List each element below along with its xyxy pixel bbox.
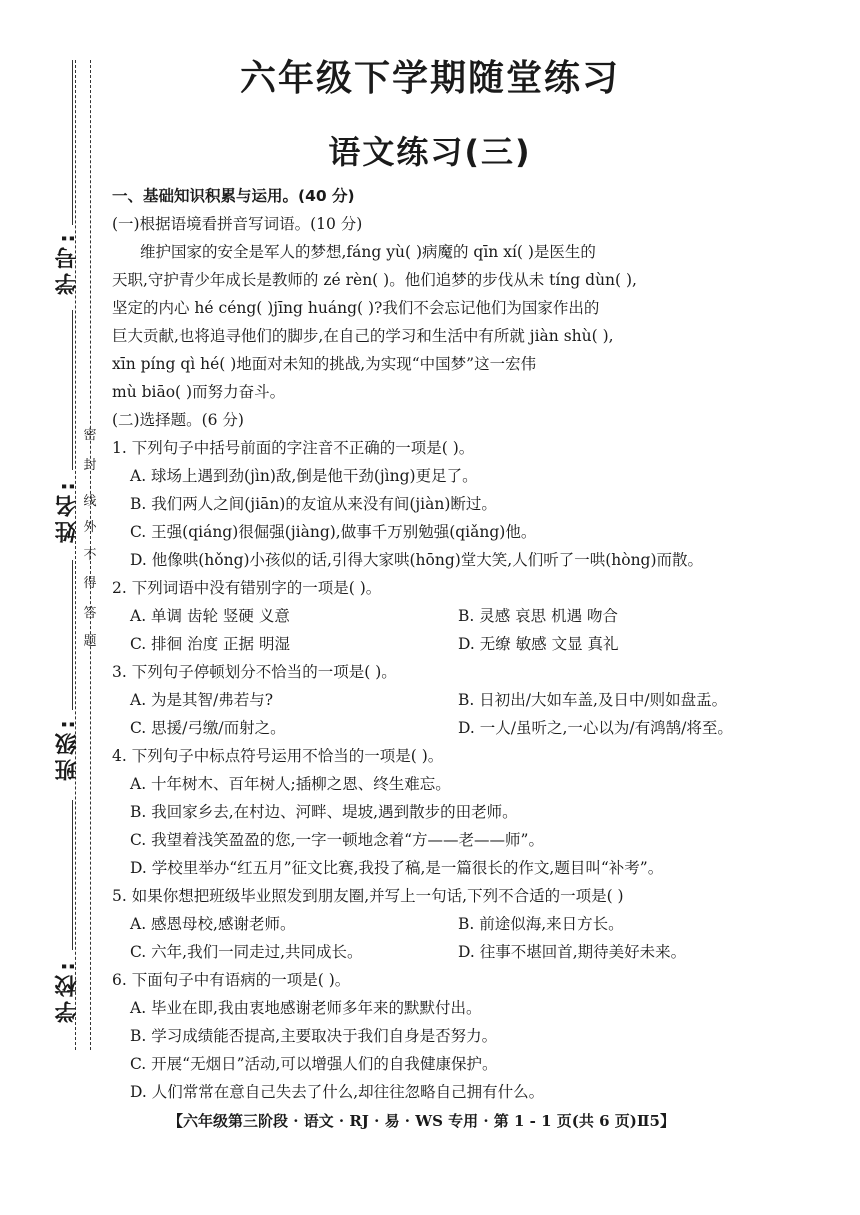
pinyin-text-line: 坚定的内心 hé céng( )jīng huáng( )?我们不会忘记他们为国家作出的 [112, 299, 600, 317]
question-option: B. 灵感 哀思 机遇 吻合 [458, 607, 619, 625]
page-title: 六年级下学期随堂练习 [239, 58, 620, 99]
question-option: B. 我们两人之间(jiān)的友谊从来没有间(jiàn)断过。 [130, 495, 497, 513]
pinyin-text-line: 维护国家的安全是军人的梦想,fáng yù( )病魔的 qīn xí( )是医生的 [140, 243, 596, 261]
question-option: B. 我回家乡去,在村边、河畔、堤坡,遇到散步的田老师。 [130, 803, 518, 821]
question-stem: 1. 下列句子中括号前面的字注音不正确的一项是( )。 [112, 439, 475, 457]
question-option: C. 王强(qiáng)很倔强(jiàng),做事千万别勉强(qiǎng)他。 [130, 523, 537, 541]
pinyin-text-line: xīn píng qì hé( )地面对未知的挑战,为实现“中国梦”这一宏伟 [112, 355, 537, 373]
question-option: B. 学习成绩能否提高,主要取决于我们自身是否努力。 [130, 1027, 498, 1045]
seal-char: 线 [83, 494, 97, 509]
question-stem: 3. 下列句子停顿划分不恰当的一项是( )。 [112, 663, 397, 681]
part-heading: (一)根据语境看拼音写词语。(10 分) [112, 215, 363, 233]
seal-char: 封 [83, 458, 97, 473]
student-no-label: 学号: [55, 230, 80, 295]
question-option: D. 人们常常在意自己失去了什么,却往往忽略自己拥有什么。 [130, 1083, 545, 1101]
question-option: B. 日初出/大如车盖,及日中/则如盘盂。 [458, 691, 728, 709]
page-footer: 【六年级第三阶段 · 语文 · RJ · 易 · WS 专用 · 第 1 - 1 页(共 6 页)Ⅱ5】 [168, 1112, 675, 1130]
question-stem: 4. 下列句子中标点符号运用不恰当的一项是( )。 [112, 747, 444, 765]
question-stem: 2. 下列词语中没有错别字的一项是( )。 [112, 579, 382, 597]
seal-char: 答 [83, 606, 97, 621]
question-stem: 6. 下面句子中有语病的一项是( )。 [112, 971, 351, 989]
question-option: D. 一人/虽听之,一心以为/有鸿鹄/将至。 [458, 719, 733, 737]
question-option: A. 球场上遇到劲(jìn)敌,倒是他干劲(jìng)更足了。 [130, 467, 478, 485]
section-heading: 一、基础知识积累与运用。(40 分) [112, 187, 355, 205]
question-option: C. 思援/弓缴/而射之。 [130, 719, 286, 737]
pinyin-text-line: mù biāo( )而努力奋斗。 [112, 383, 286, 401]
question-option: D. 学校里举办“红五月”征文比赛,我投了稿,是一篇很长的作文,题目叫“补考”。 [130, 859, 664, 877]
seal-char: 不 [83, 548, 97, 563]
class-label: 班级: [55, 716, 80, 781]
page-subtitle: 语文练习(三) [328, 133, 532, 171]
seal-char: 得 [83, 576, 97, 591]
question-option: C. 开展“无烟日”活动,可以增强人们的自我健康保护。 [130, 1055, 498, 1073]
question-option: A. 为是其智/弗若与? [130, 691, 274, 709]
binding-dashed-line-left [75, 60, 76, 1050]
name-underline [72, 310, 73, 470]
question-option: C. 六年,我们一同走过,共同成长。 [130, 943, 363, 961]
question-option: D. 往事不堪回首,期待美好未来。 [458, 943, 687, 961]
school-label: 学校: [55, 958, 80, 1023]
seal-char: 题 [83, 634, 97, 649]
part-heading: (二)选择题。(6 分) [112, 411, 244, 429]
question-stem: 5. 如果你想把班级毕业照发到朋友圈,并写上一句话,下列不合适的一项是( ) [112, 887, 624, 905]
question-option: D. 无缭 敏感 文显 真礼 [458, 635, 619, 653]
name-label: 姓名: [55, 478, 80, 543]
question-option: A. 十年树木、百年树人;插柳之恩、终生难忘。 [130, 775, 451, 793]
pinyin-text-line: 天职,守护青少年成长是教师的 zé rèn( )。他们追梦的步伐从未 tíng dùn( ), [112, 271, 637, 289]
question-option: C. 我望着浅笑盈盈的您,一字一顿地念着“方——老——师”。 [130, 831, 544, 849]
pinyin-text-line: 巨大贡献,也将追寻他们的脚步,在自己的学习和生活中有所就 jiàn shù( ), [112, 327, 614, 345]
seal-char: 密 [83, 428, 97, 443]
question-option: C. 排徊 治度 正据 明湿 [130, 635, 290, 653]
question-option: D. 他像哄(hǒng)小孩似的话,引得大家哄(hōng)堂大笑,人们听了一哄(hòng)而散。 [130, 551, 704, 569]
seal-char: 外 [83, 520, 97, 535]
question-option: B. 前途似海,来日方长。 [458, 915, 624, 933]
class-underline [72, 560, 73, 710]
school-underline [72, 800, 73, 950]
question-option: A. 单调 齿轮 竖硬 义意 [130, 607, 290, 625]
question-option: A. 毕业在即,我由衷地感谢老师多年来的默默付出。 [130, 999, 482, 1017]
question-option: A. 感恩母校,感谢老师。 [130, 915, 296, 933]
